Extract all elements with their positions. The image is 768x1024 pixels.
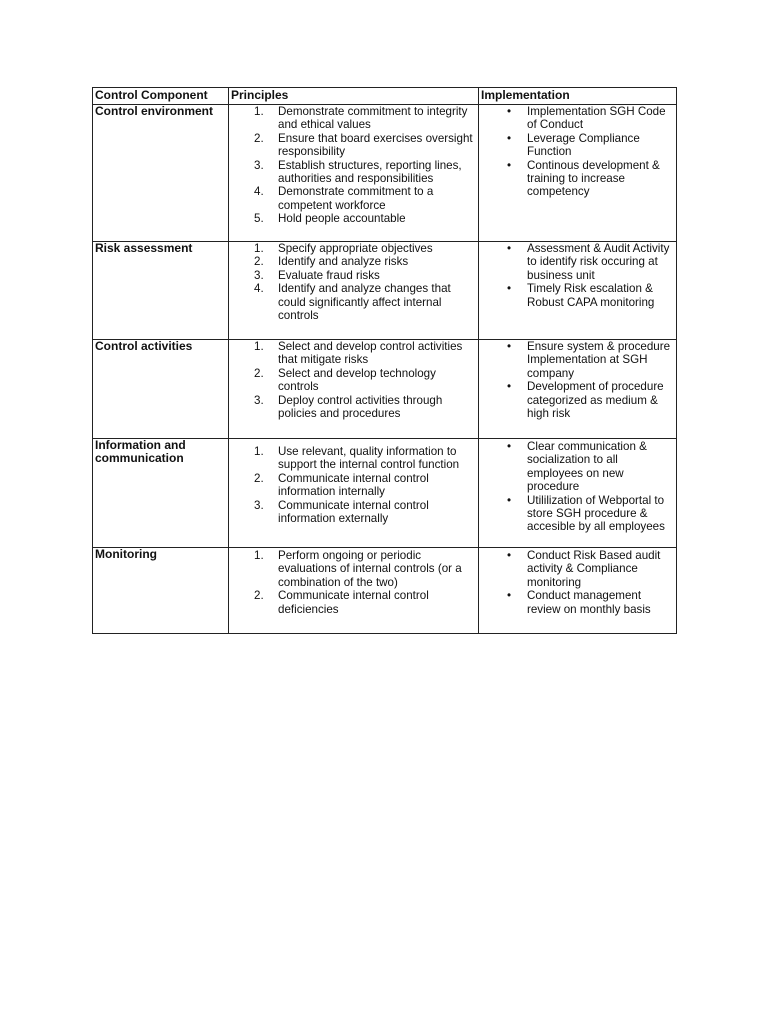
list-item: • Continous development & training to increase competency — [507, 158, 660, 199]
principles-list — [231, 105, 476, 226]
list-item: 1. Specify appropriate objectives — [254, 242, 433, 255]
list-item: 1. Perform ongoing or periodic evaluations of internal controls (or a combination of the two) — [254, 549, 462, 589]
bullet-icon: • — [507, 158, 512, 172]
list-item: 2. Communicate internal control information internally — [254, 471, 429, 499]
implementation-cell — [479, 548, 677, 634]
list-item: • Assessment & Audit Activity to identify risk occuring at business unit — [507, 242, 670, 282]
component-cell: Risk assessment — [93, 242, 229, 340]
principles-cell — [229, 548, 479, 634]
principles-cell — [229, 105, 479, 242]
component-cell: Monitoring — [93, 548, 229, 634]
list-item: • Development of procedure categorized as medium & high risk — [507, 380, 664, 421]
list-item: 4. Demonstrate commitment to a competent workforce — [254, 185, 434, 212]
bullet-icon: • — [507, 380, 512, 394]
principles-cell — [229, 242, 479, 340]
list-item: • Utililization of Webportal to store SGH procedure & accesible by all employees — [507, 493, 665, 534]
list-item: • Ensure system & procedure Implementation at SGH company — [507, 340, 671, 380]
bullet-icon: • — [507, 549, 512, 562]
implementation-cell — [479, 105, 677, 242]
bullet-icon: • — [507, 493, 512, 507]
list-item: 3. Communicate internal control information externally — [254, 498, 429, 526]
list-item: 3. Establish structures, reporting lines, authorities and responsibilities — [254, 158, 462, 186]
list-item: 2. Communicate internal control deficiencies — [254, 589, 429, 616]
bullet-icon: • — [507, 440, 512, 453]
list-item: 4. Identify and analyze changes that could significantly affect internal controls — [254, 282, 451, 323]
list-item: • Leverage Compliance Function — [507, 131, 640, 159]
table-row — [93, 340, 677, 439]
component-cell: Control environment — [93, 105, 229, 242]
header-implementation: Implementation — [479, 88, 677, 105]
list-item: 3. Deploy control activities through policies and procedures — [254, 393, 443, 421]
list-item: • Implementation SGH Code of Conduct — [507, 105, 666, 132]
component-cell: Information and communication — [93, 439, 229, 548]
header-row — [93, 88, 677, 105]
component-cell: Control activities — [93, 340, 229, 439]
list-item: 3. Evaluate fraud risks — [254, 268, 380, 282]
principles-list — [231, 445, 476, 525]
bullet-icon: • — [507, 131, 512, 145]
implementation-cell — [479, 439, 677, 548]
bullet-icon: • — [507, 340, 512, 353]
list-item: 5. Hold people accountable — [254, 212, 406, 226]
list-item: 1. Select and develop control activities that mitigate risks — [254, 340, 463, 367]
implementation-list — [481, 242, 674, 309]
implementation-list — [481, 105, 674, 199]
table-row — [93, 548, 677, 634]
implementation-list — [481, 440, 674, 534]
list-item: 2. Ensure that board exercises oversight responsibility — [254, 131, 473, 159]
principles-list — [231, 549, 476, 616]
implementation-cell — [479, 242, 677, 340]
principles-list — [231, 242, 476, 322]
implementation-list — [481, 340, 674, 420]
list-item: 1. Demonstrate commitment to integrity and ethical values — [254, 105, 468, 132]
header-principles: Principles — [229, 88, 479, 105]
implementation-list — [481, 549, 674, 616]
bullet-icon: • — [507, 589, 512, 603]
list-item: 2. Identify and analyze risks — [254, 255, 409, 269]
list-item: 1. Use relevant, quality information to support the internal control function — [254, 445, 460, 472]
table-row — [93, 105, 677, 242]
table-row — [93, 242, 677, 340]
list-item: 2. Select and develop technology controls — [254, 366, 436, 394]
list-item: • Conduct management review on monthly basis — [507, 589, 651, 616]
list-item: • Clear communication & socialization to all employees on new procedure — [507, 440, 647, 494]
bullet-icon: • — [507, 282, 512, 296]
bullet-icon: • — [507, 242, 512, 255]
principles-cell — [229, 340, 479, 439]
list-item: • Conduct Risk Based audit activity & Compliance monitoring — [507, 549, 661, 589]
principles-cell — [229, 439, 479, 548]
implementation-cell — [479, 340, 677, 439]
list-item: • Timely Risk escalation & Robust CAPA monitoring — [507, 282, 655, 309]
header-control-component: Control Component — [93, 88, 229, 105]
principles-list — [231, 340, 476, 420]
control-components-table — [92, 87, 677, 634]
bullet-icon: • — [507, 105, 512, 118]
table-row — [93, 439, 677, 548]
